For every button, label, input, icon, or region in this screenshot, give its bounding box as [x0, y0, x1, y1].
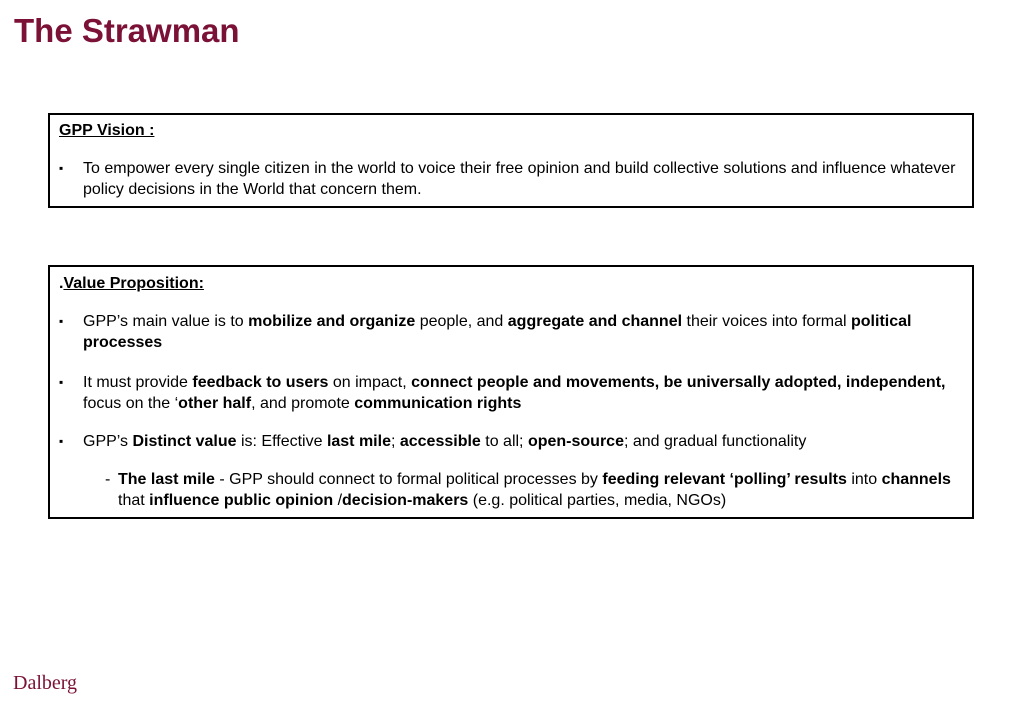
value-subitem-last-mile: [105, 469, 955, 511]
value-proposition-heading-text: Value Proposition:: [63, 275, 204, 292]
square-bullet-icon: ▪: [59, 314, 64, 328]
heading-prefix: .: [59, 275, 64, 292]
vision-heading-text: GPP Vision :: [59, 122, 155, 139]
value-bullet-main-value-text: GPP’s main value is to mobilize and organize people, and aggregate and channel their voices into formal political processes: [83, 313, 912, 351]
vision-bullet: [59, 158, 959, 200]
vision-bullet-text: To empower every single citizen in the world to voice their free opinion and build collective solutions and influence whatever policy decisions in the World that concern them.: [83, 160, 956, 198]
dash-bullet: -: [105, 471, 111, 488]
value-proposition-heading: [59, 274, 204, 294]
square-bullet-icon: ▪: [59, 434, 64, 448]
value-bullet-distinct-value: [59, 431, 959, 452]
square-bullet-icon: ▪: [59, 375, 64, 389]
value-bullet-main-value: [59, 311, 959, 353]
value-bullet-must-provide-text: It must provide feedback to users on impact, connect people and movements, be universally adopted, independent, focus on the ‘other half, and promote communication rights: [83, 374, 946, 412]
square-bullet-icon: ▪: [59, 161, 64, 175]
value-bullet-must-provide: [59, 372, 959, 414]
value-subitem-last-mile-text: The last mile - GPP should connect to formal political processes by feeding relevant ‘polling’ results into channels that influence public opinion /decision-makers (e.g. political parties, media, NGOs): [118, 471, 951, 509]
vision-box: [48, 113, 974, 208]
value-bullet-distinct-value-text: GPP’s Distinct value is: Effective last mile; accessible to all; open-source; and gradual functionality: [83, 433, 807, 450]
slide-title: The Strawman: [14, 12, 240, 49]
vision-heading: [59, 121, 154, 141]
dalberg-logo: Dalberg: [13, 672, 78, 694]
value-proposition-box: [48, 265, 974, 519]
